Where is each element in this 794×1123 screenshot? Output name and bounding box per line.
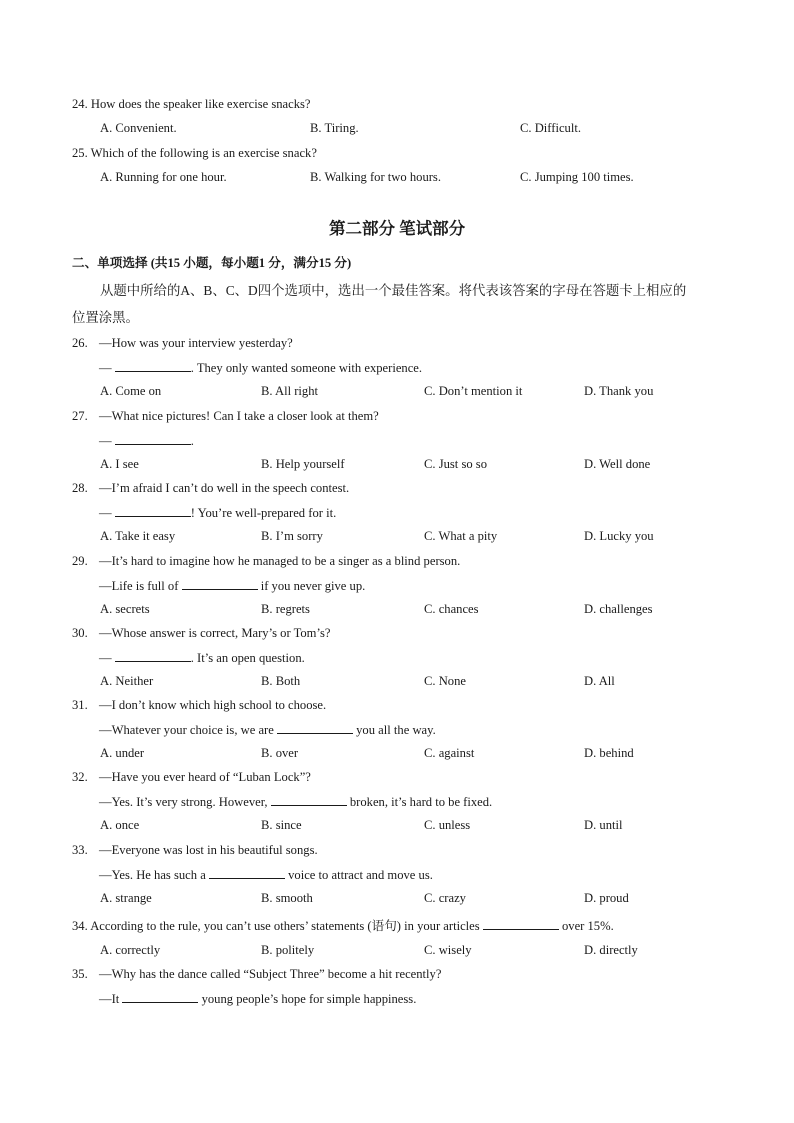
question-35 (72, 966, 441, 982)
question-line-2 (99, 359, 422, 376)
option-a: A. Take it easy (100, 529, 176, 543)
option-b: B. regrets (261, 602, 310, 616)
question-number: 35. (72, 967, 88, 981)
option-d: D. Well done (584, 457, 651, 471)
line-text-end: . (190, 434, 194, 448)
question-34-text: 34. According to the rule, you can’t use others’ statements (语句) in your articles (72, 919, 483, 933)
section-heading: 二、单项选择 (共15 小题，每小题1 分，满分15 分) (72, 256, 352, 270)
option-34-c: C. wisely (424, 943, 472, 957)
question-line-2 (99, 793, 492, 810)
line-text: —Yes. It’s very strong. However, (99, 795, 271, 809)
question-stem (72, 697, 326, 713)
option-24-a: A. Convenient. (100, 121, 177, 135)
line-text: — (99, 651, 115, 665)
question-stem (72, 769, 311, 785)
question-number: 28. (72, 481, 88, 495)
option-b: B. Help yourself (261, 457, 345, 471)
question-25: 25. Which of the following is an exercise snack? (72, 146, 317, 160)
option-d: D. challenges (584, 602, 653, 616)
question-line-1: —What nice pictures! Can I take a closer look at them? (99, 409, 379, 423)
question-line-1: —Whose answer is correct, Mary’s or Tom’s? (99, 626, 331, 640)
option-34-b: B. politely (261, 943, 315, 957)
answer-blank (209, 866, 285, 879)
question-stem (72, 625, 330, 641)
option-c: C. Just so so (424, 457, 487, 471)
line-text-end: ! You’re well-prepared for it. (190, 506, 337, 520)
question-number: 30. (72, 626, 88, 640)
option-c: C. None (424, 674, 466, 688)
option-a: A. strange (100, 891, 152, 905)
line-text-end: . It’s an open question. (190, 651, 305, 665)
question-number: 29. (72, 554, 88, 568)
line-text-end: . They only wanted someone with experience. (190, 361, 423, 375)
question-line-1: —It’s hard to imagine how he managed to be a singer as a blind person. (99, 554, 461, 568)
question-number: 32. (72, 770, 88, 784)
option-b: B. All right (261, 384, 319, 398)
line-text: —Whatever your choice is, we are (99, 723, 277, 737)
question-24: 24. How does the speaker like exercise snacks? (72, 97, 311, 111)
line-text: — (99, 361, 115, 375)
question-number: 31. (72, 698, 88, 712)
line-text-end: you all the way. (352, 723, 436, 737)
option-d: D. Thank you (584, 384, 654, 398)
question-stem (72, 335, 293, 351)
line-text: — (99, 506, 115, 520)
part-two-title: 第二部分 笔试部分 (328, 219, 466, 238)
option-25-b: B. Walking for two hours. (310, 170, 441, 184)
answer-blank (115, 359, 191, 372)
instructions-line-1: 从题中所给的A、B、C、D四个选项中，选出一个最佳答案。将代表该答案的字母在答题卡上相应的 (100, 283, 687, 298)
option-b: B. over (261, 746, 299, 760)
question-line-1: —Everyone was lost in his beautiful songs. (99, 843, 318, 857)
option-b: B. Both (261, 674, 301, 688)
answer-blank (115, 432, 191, 445)
answer-blank (115, 649, 191, 662)
question-line-1: —I’m afraid I can’t do well in the speech contest. (99, 481, 350, 495)
option-b: B. I’m sorry (261, 529, 323, 543)
option-c: C. crazy (424, 891, 466, 905)
instructions-line-2: 位置涂黑。 (72, 310, 139, 325)
question-number: 33. (72, 843, 88, 857)
option-d: D. proud (584, 891, 629, 905)
question-line-1: —How was your interview yesterday? (99, 336, 293, 350)
option-24-c: C. Difficult. (520, 121, 581, 135)
answer-blank (277, 721, 353, 734)
option-c: C. against (424, 746, 475, 760)
option-a: A. Neither (100, 674, 154, 688)
option-c: C. Don’t mention it (424, 384, 523, 398)
line-text: —It (99, 992, 123, 1006)
answer-blank (122, 990, 198, 1003)
question-stem (72, 842, 318, 858)
answer-blank (182, 577, 258, 590)
option-a: A. Come on (100, 384, 162, 398)
question-line-2 (99, 649, 305, 666)
option-d: D. until (584, 818, 623, 832)
line-text-end: broken, it’s hard to be fixed. (346, 795, 493, 809)
answer-blank (115, 504, 191, 517)
answer-blank (483, 917, 559, 930)
question-line-2 (99, 432, 194, 449)
question-stem (72, 553, 460, 569)
question-line-2 (99, 721, 436, 738)
option-34-a: A. correctly (100, 943, 161, 957)
line-text-end: if you never give up. (257, 579, 366, 593)
line-text: —Yes. He has such a (99, 868, 209, 882)
question-stem (72, 408, 379, 424)
option-c: C. unless (424, 818, 471, 832)
line-text: — (99, 434, 115, 448)
question-35-line-1: —Why has the dance called “Subject Three” become a hit recently? (99, 967, 442, 981)
option-34-d: D. directly (584, 943, 638, 957)
option-25-a: A. Running for one hour. (100, 170, 227, 184)
line-text-end: voice to attract and move us. (284, 868, 433, 882)
question-line-2 (99, 577, 365, 594)
question-line-2 (99, 866, 433, 883)
line-text: —Life is full of (99, 579, 182, 593)
option-c: C. What a pity (424, 529, 498, 543)
question-line-2 (99, 504, 336, 521)
option-25-c: C. Jumping 100 times. (520, 170, 634, 184)
question-line-1: —Have you ever heard of “Luban Lock”? (99, 770, 311, 784)
line-text-end: young people’s hope for simple happiness. (198, 992, 417, 1006)
option-d: D. All (584, 674, 615, 688)
option-d: D. behind (584, 746, 634, 760)
option-c: C. chances (424, 602, 479, 616)
option-a: A. secrets (100, 602, 150, 616)
option-a: A. I see (100, 457, 139, 471)
question-number: 27. (72, 409, 88, 423)
question-35-line-2 (99, 990, 416, 1007)
option-b: B. smooth (261, 891, 313, 905)
question-34 (72, 917, 614, 934)
question-line-1: —I don’t know which high school to choose. (99, 698, 327, 712)
question-number: 26. (72, 336, 88, 350)
option-a: A. once (100, 818, 140, 832)
question-34-text-end: over 15%. (558, 919, 614, 933)
option-d: D. Lucky you (584, 529, 654, 543)
option-a: A. under (100, 746, 145, 760)
option-24-b: B. Tiring. (310, 121, 359, 135)
answer-blank (271, 793, 347, 806)
question-stem (72, 480, 349, 496)
option-b: B. since (261, 818, 302, 832)
